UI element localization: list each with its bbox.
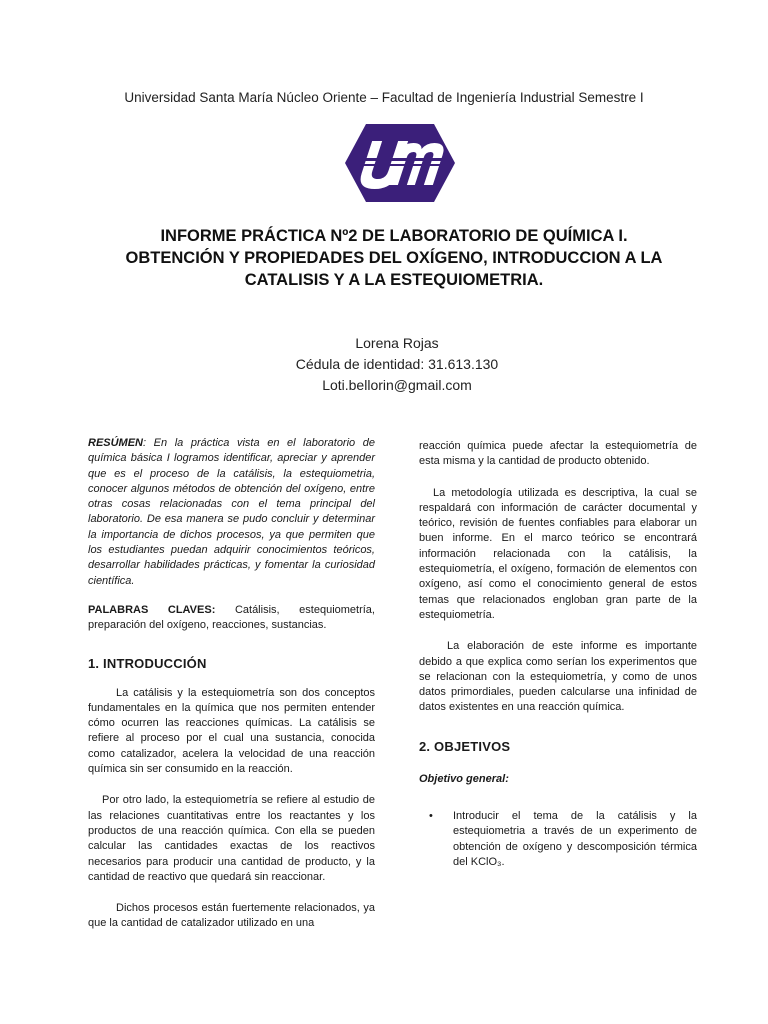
objective-general-item (419, 809, 697, 870)
objective-general-label: Objetivo general: (419, 772, 509, 785)
right-paragraph-0: reacción química puede afectar la estequiometría de esta misma y la cantidad de producto obtenido. (419, 440, 697, 468)
abstract-text: : En la práctica vista en el laboratorio de química básica I logramos identificar, apreciar y aprender que es el proceso de la catálisis, la estequiometria, conocer algunos métodos de obtención del oxígeno, entre otras cosas relacionadas con el tema principal del laboratorio. De esa manera se pudo concluir y determinar la importancia de dichos procesos, ya que permiten que los estudiantes puedan adquirir conocimientos teóricos, desarrollar habilidades prácticas, y fomentar la curiosidad científica. (88, 437, 375, 587)
intro-paragraph-2: Por otro lado, la estequiometría se refiere al estudio de las relaciones cuantitativas entre los reactantes y los productos de una reacción química. Con ella se pueden calcular las cantidades exactas de los reactivos necesarios para producir una cantidad de producto, y la cantidad de reactivo que quedará sin reaccionar. (88, 794, 375, 883)
abstract (88, 436, 375, 589)
objectives-heading: 2. OBJETIVOS (419, 738, 511, 754)
title-line-2: OBTENCIÓN Y PROPIEDADES DEL OXÍGENO, INTRODUCCION A LA (125, 249, 663, 267)
keywords-text: Catálisis, estequiometría, preparación del oxígeno, reacciones, sustancias. (88, 603, 375, 632)
intro-heading: 1. INTRODUCCIÓN (88, 655, 207, 671)
intro-paragraph-1: La catálisis y la estequiometría son dos conceptos fundamentales en la química que nos permiten entender cómo ocurren las reacciones químicas. La catálisis se refiere al proceso por el cual una sustancia, conocida como catalizador, acelera la velocidad de una reacción química sin ser consumido en la reacción. (88, 686, 375, 776)
right-column (419, 439, 697, 870)
keywords-label: PALABRAS CLAVES: (88, 603, 216, 616)
author-id: Cédula de identidad: 31.613.130 (295, 356, 499, 372)
title-line-1: INFORME PRÁCTICA Nº2 DE LABORATORIO DE QUÍMICA I. (160, 227, 628, 245)
author-email: Loti.bellorin@gmail.com (322, 377, 472, 393)
objective-text: Introducir el tema de la catálisis y la estequiometria a través de un experimento de obtención de oxígeno y descomposición térmica del KClO₃. (453, 810, 697, 868)
author-name: Lorena Rojas (355, 335, 439, 351)
abstract-label: RESÚMEN (88, 437, 144, 449)
title-line-3: CATALISIS Y A LA ESTEQUIOMETRIA. (244, 271, 544, 289)
university-logo (344, 123, 456, 203)
bullet-icon: • (429, 810, 433, 823)
author-block (0, 333, 768, 396)
left-column (88, 436, 375, 932)
right-paragraph-1: La metodología utilizada es descriptiva, la cual se respaldará con información de carácter documental y teórico, revisión de fuentes confiables para elaborar un buen informe. En el marco teórico se encontrará información relacionada con la catálisis, la estequiometría, el oxígeno, formación de elementos con oxígeno, así como el conocimiento general de estos temas que relacionados engloban gran parte de la estequiometría. (419, 486, 697, 621)
header-institution: Universidad Santa María Núcleo Oriente – Facultad de Ingeniería Industrial Semestre I (124, 90, 644, 105)
keywords (88, 603, 375, 634)
intro-paragraph-3: Dichos procesos están fuertemente relacionados, ya que la cantidad de catalizador utilizado en una (88, 902, 375, 930)
paper-title (80, 225, 708, 291)
right-paragraph-2: La elaboración de este informe es importante debido a que explica como serían los experimentos que se relacionan con la estequiometría, y como de unos datos primordiales, pueden calcularse una infinidad de datos existentes en una reacción química. (419, 640, 697, 714)
